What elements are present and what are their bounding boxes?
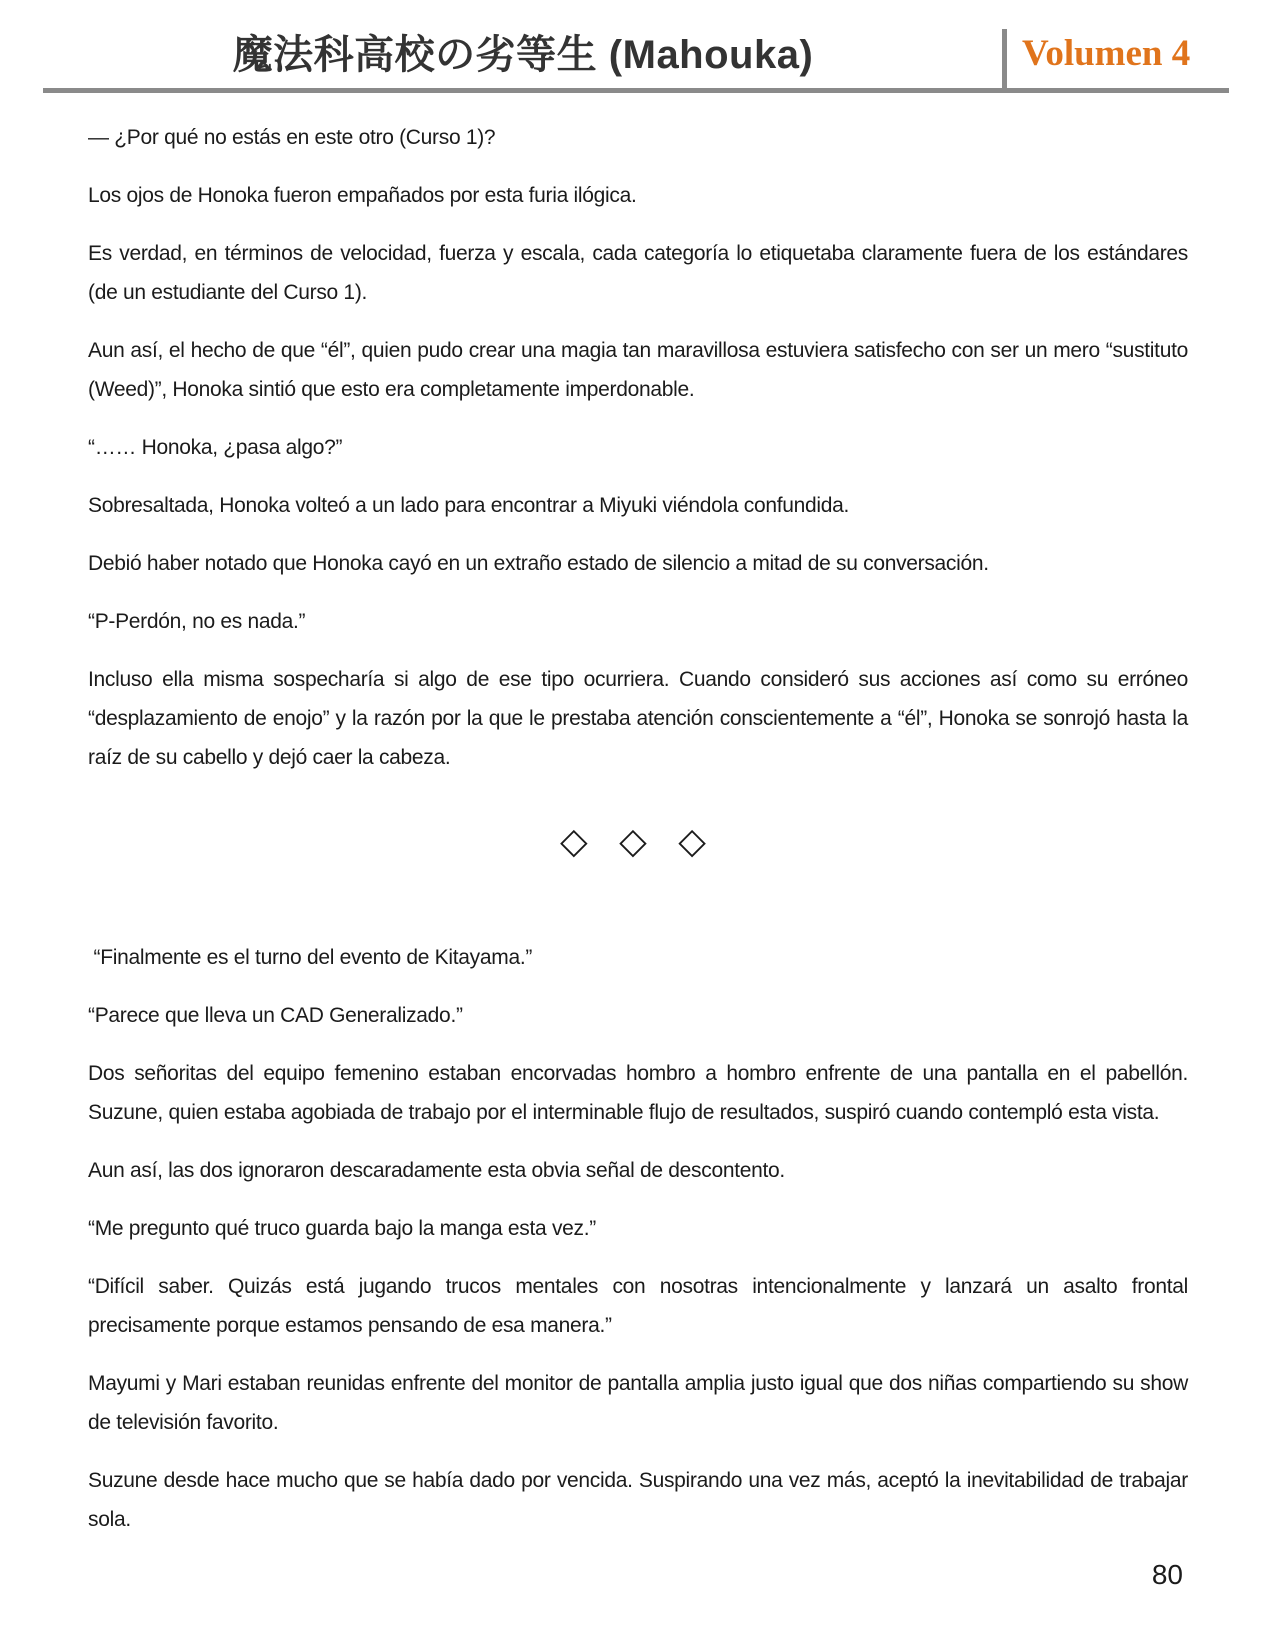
paragraph: Incluso ella misma sospecharía si algo de ese tipo ocurriera. Cuando consideró sus acciones así como su erróneo “desplazamiento de enojo” y la razón por la que le prestaba atención conscientemente a “él”, Honoka se sonrojó hasta la raíz de su cabello y dejó caer la cabeza.	[88, 668, 1194, 769]
paragraph: Sobresaltada, Honoka volteó a un lado para encontrar a Miyuki viéndola confundida.	[88, 494, 850, 517]
paragraph: Es verdad, en términos de velocidad, fuerza y escala, cada categoría lo etiquetaba claramente fuera de los estándares (de un estudiante del Curso 1).	[88, 242, 1194, 304]
paragraph: “Difícil saber. Quizás está jugando trucos mentales con nosotras intencionalmente y lanzará un asalto frontal precisamente porque estamos pensando de esa manera.”	[88, 1275, 1194, 1337]
paragraph: “…… Honoka, ¿pasa algo?”	[88, 436, 343, 459]
paragraph: “Finalmente es el turno del evento de Kitayama.”	[88, 946, 533, 969]
volume-label: Volumen 4	[1022, 33, 1191, 74]
paragraph: Aun así, las dos ignoraron descaradamente esta obvia señal de descontento.	[88, 1159, 785, 1182]
paragraph: “Me pregunto qué truco guarda bajo la manga esta vez.”	[88, 1217, 596, 1240]
scene-separator-diamonds: ◇ ◇ ◇	[560, 821, 716, 862]
paragraph: — ¿Por qué no estás en este otro (Curso 1)?	[88, 126, 496, 149]
page-title: 魔法科高校の劣等生 (Mahouka)	[232, 33, 814, 77]
page-number: 80	[1151, 1559, 1183, 1590]
paragraph: Suzune desde hace mucho que se había dado por vencida. Suspirando una vez más, aceptó la inevitabilidad de trabajar sola.	[88, 1469, 1194, 1531]
paragraph: Dos señoritas del equipo femenino estaban encorvadas hombro a hombro enfrente de una pantalla en el pabellón. Suzune, quien estaba agobiada de trabajo por el interminable flujo de resultados, suspiró cuando contempló esta vista.	[88, 1062, 1194, 1124]
paragraph: Mayumi y Mari estaban reunidas enfrente del monitor de pantalla amplia justo igual que dos niñas compartiendo su show de televisión favorito.	[88, 1372, 1194, 1434]
header-rule	[43, 88, 1229, 93]
paragraph: Debió haber notado que Honoka cayó en un extraño estado de silencio a mitad de su conversación.	[88, 552, 989, 575]
paragraph: “P-Perdón, no es nada.”	[88, 610, 306, 633]
paragraph: “Parece que lleva un CAD Generalizado.”	[88, 1004, 463, 1027]
paragraph: Aun así, el hecho de que “él”, quien pudo crear una magia tan maravillosa estuviera satisfecho con ser un mero “sustituto (Weed)”, Honoka sintió que esto era completamente imperdonable.	[88, 339, 1194, 401]
header-vertical-divider	[1002, 29, 1007, 89]
paragraph: Los ojos de Honoka fueron empañados por esta furia ilógica.	[88, 184, 637, 207]
page-content	[88, 118, 1194, 1558]
